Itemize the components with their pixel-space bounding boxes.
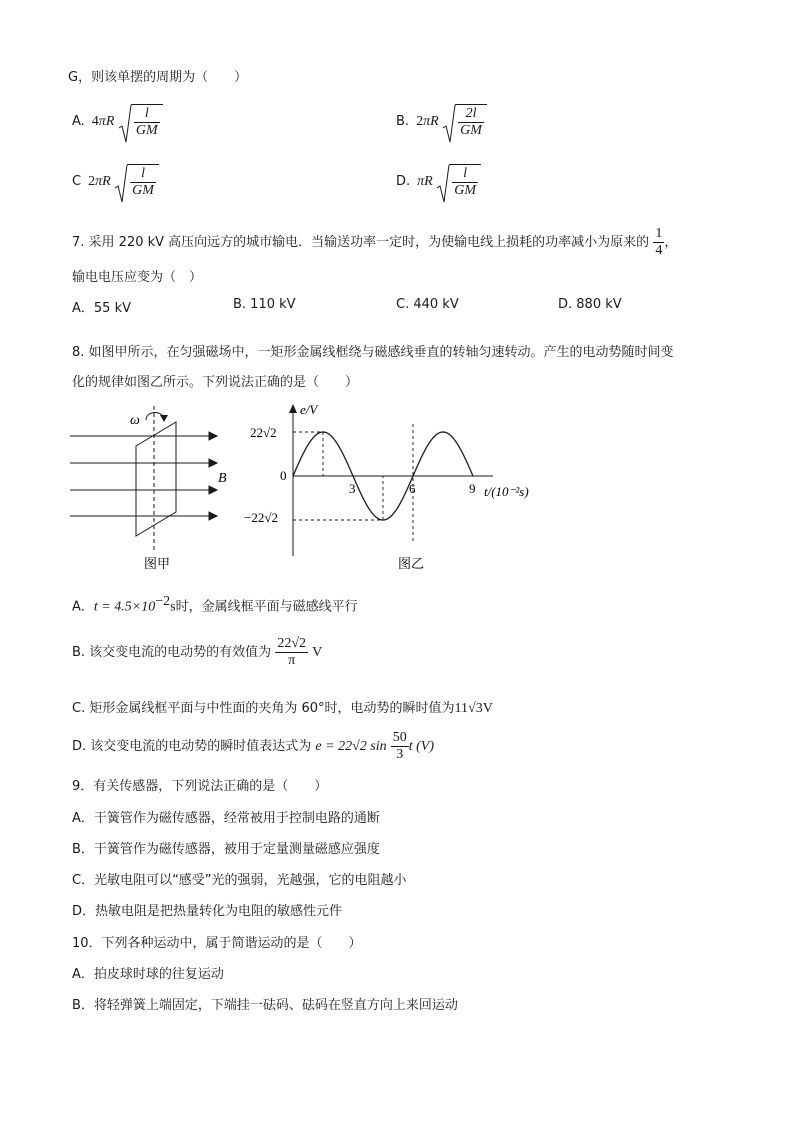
- q6-option-c: C 2πR $\frac{l}{GM}$: [72, 164, 159, 199]
- q7-option-a: A．55 kV: [72, 301, 131, 316]
- q8-option-b: B. 该交变电流的电动势的有效值为 $\frac{22√2}{\pi}$ V: [72, 636, 323, 669]
- q7-stem-line2: 输电电压应变为（ ）: [72, 270, 203, 285]
- q8-option-c: C. 矩形金属线框平面与中性面的夹角为 60°时，电动势的瞬时值为11√3V: [72, 701, 493, 716]
- pi-symbol: π: [98, 113, 106, 129]
- q9-stem: 9．有关传感器，下列说法正确的是（ ）: [72, 779, 328, 794]
- q8-option-d: D. 该交变电流的电动势的瞬时值表达式为 e = 22√2 sin $\frac{50}{3}$ t (V): [72, 730, 435, 763]
- ymin-label: −22√2: [244, 510, 278, 525]
- q9-option-b: B．干簧管作为磁传感器，被用于定量测量磁感应强度: [72, 842, 380, 857]
- x-tick-3: 3: [349, 481, 356, 496]
- q6-option-d: D. πR $\frac{l}{GM}$: [396, 164, 481, 199]
- q6-option-a: A. 4πR $\frac{l}{GM}$: [72, 104, 163, 139]
- q10-stem: 10．下列各种运动中，属于简谐运动的是（ ）: [72, 936, 362, 951]
- y-axis-arrow: [289, 404, 297, 413]
- ymax-label: 22√2: [250, 425, 277, 440]
- y-axis-label: e/V: [300, 402, 318, 417]
- figure-jia: [60, 400, 230, 580]
- q10-option-b: B．将轻弹簧上端固定，下端挂一砝码、砝码在竖直方向上来回运动: [72, 998, 458, 1013]
- q9-option-a: A．干簧管作为磁传感器，经常被用于控制电路的通断: [72, 811, 380, 826]
- x-axis-label: t/(10⁻²s): [484, 484, 529, 499]
- figure-yi-chart: [238, 396, 548, 580]
- q9-option-d: D．热敏电阻是把热量转化为电阻的敏感性元件: [72, 904, 343, 919]
- x-tick-9: 9: [469, 481, 476, 496]
- q9-option-c: C．光敏电阻可以“感受”光的强弱，光越强，它的电阻越小: [72, 873, 407, 888]
- caption-jia: 图甲: [144, 557, 171, 572]
- q7-option-d: D. 880 kV: [558, 297, 622, 312]
- caption-yi: 图乙: [398, 557, 425, 572]
- q8-option-a: A．$t = 4.5\times 10^{-2}s$时，金属线框平面与磁感线平行: [72, 594, 358, 615]
- field-lines: [70, 432, 217, 520]
- wire-frame: [136, 422, 176, 536]
- q7-stem: 7. 采用 220 kV 高压向远方的城市输电．当输送功率一定时，为使输电线上损耗的功率减小为原来的 $\frac{1}{4}$ ，: [72, 226, 678, 259]
- q6-option-b: B. 2πR $\frac{2l}{GM}$: [396, 104, 487, 139]
- q7-option-c: C. 440 kV: [396, 297, 459, 312]
- x-tick-6: 6: [409, 481, 416, 496]
- q7-option-b: B. 110 kV: [233, 297, 296, 312]
- q10-option-a: A．拍皮球时球的往复运动: [72, 967, 224, 982]
- omega-label: ω: [130, 413, 140, 428]
- origin-label: 0: [280, 468, 287, 483]
- chart-marks: [293, 424, 473, 542]
- q8-stem-line1: 8. 如图甲所示，在匀强磁场中，一矩形金属线框绕与磁感线垂直的转轴匀速转动。产生的电动势随时间变: [72, 345, 674, 360]
- field-label: B: [218, 471, 227, 486]
- q6-stem: G，则该单摆的周期为（ ）: [68, 70, 248, 85]
- q8-stem-line2: 化的规律如图乙所示。下列说法正确的是（ ）: [72, 375, 359, 390]
